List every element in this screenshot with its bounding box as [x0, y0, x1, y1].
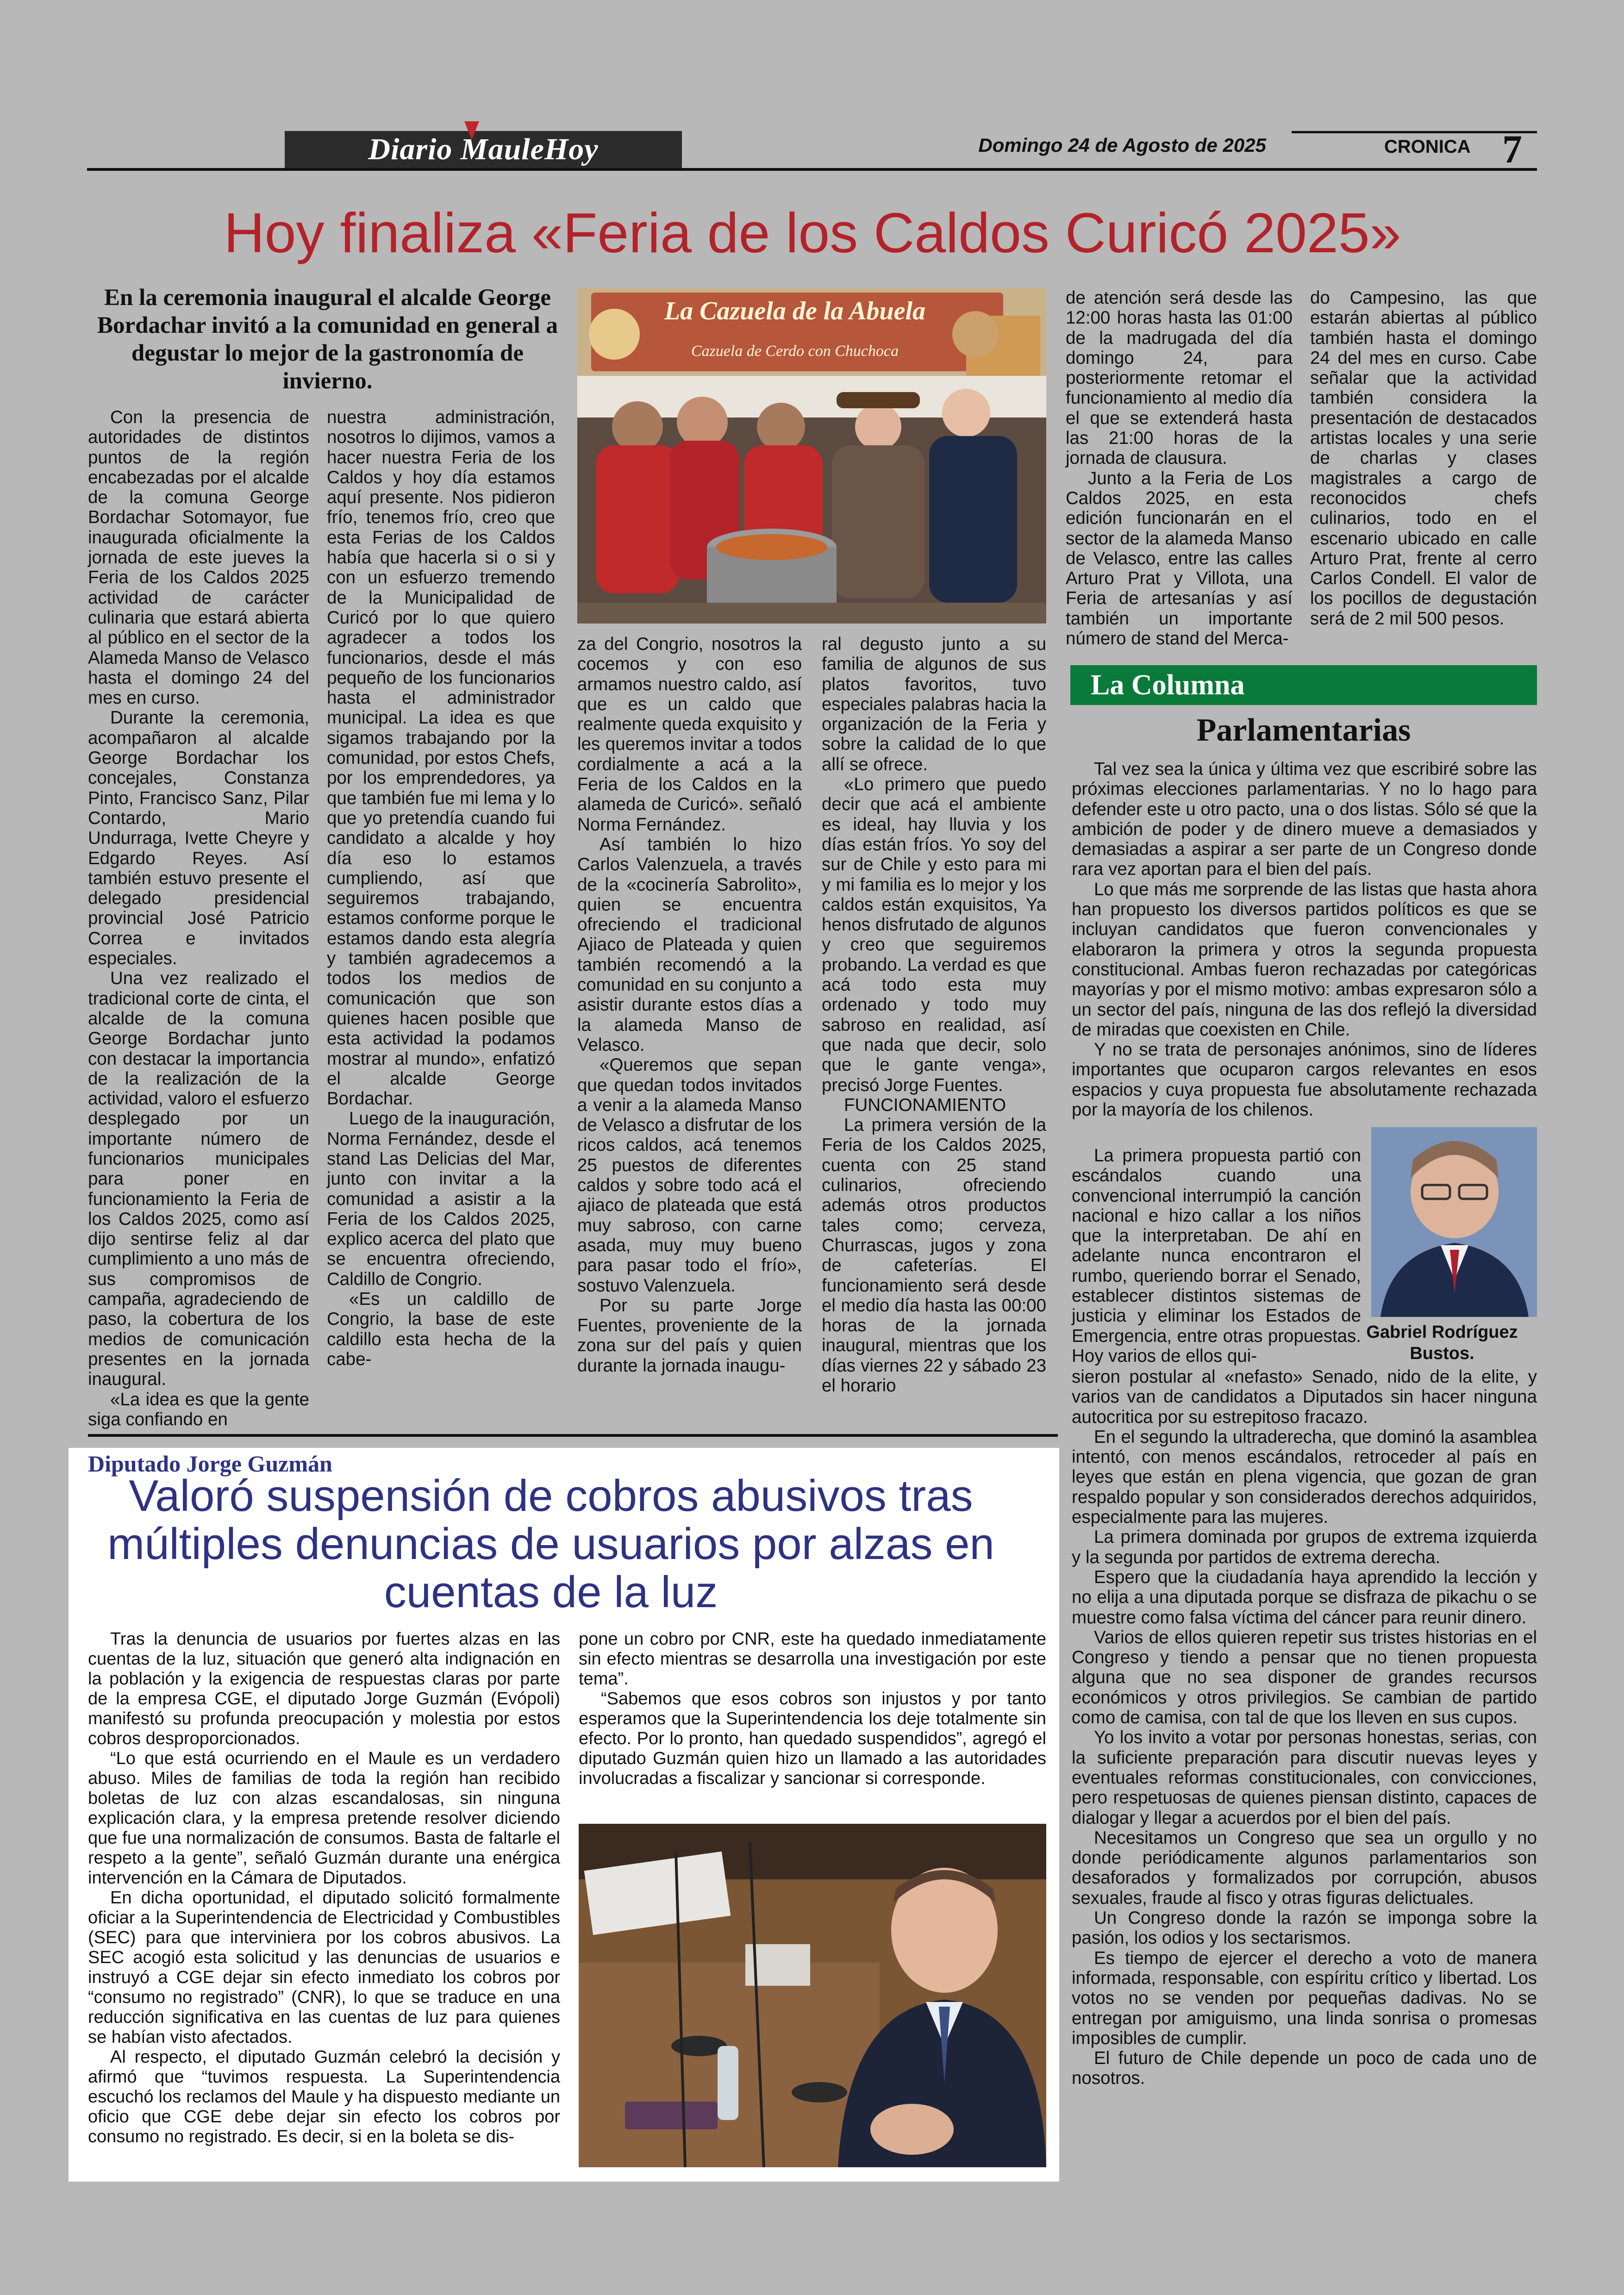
feria-column-6: [1310, 288, 1537, 629]
paragraph: sieron postular al «nefasto» Senado, nido de la elite, y varios van de candidatos a Diputados sin hacer ninguna autocritica por su estrepitoso fracazo.: [1072, 1367, 1537, 1427]
columna-body-top: [1072, 759, 1537, 1120]
paragraph: Necesitamos un Congreso que sea un orgullo y no donde periódicamente algunos parlamentarios son desaforados y formalizados por corrupción, abusos sexuales, fraude al fisco y otras figuras delictuales.: [1072, 1827, 1537, 1908]
feria-headline: Hoy finaliza «Feria de los Caldos Curicó 2025»: [224, 201, 1401, 264]
guzman-photo-illustration: [579, 1824, 1046, 2167]
paragraph: Una vez realizado el tradicional corte de cinta, el alcalde de la comuna George Bordachar junto con destacar la importancia de la realización de la actividad, valoro el esfuerzo desplegado por un importante número de funcionarios municipales para poner en funcionamiento la Feria de los Caldos 2025, como así dijo sentirse feliz al dar cumplimiento a uno más de sus compromisos de campaña, agradeciendo de paso, la cobertura de los medios de comunicación presentes en la jornada inaugural.: [88, 968, 309, 1390]
feria-column-1: [88, 407, 309, 1429]
section-heading: FUNCIONAMIENTO: [844, 1095, 1006, 1115]
paragraph: Un Congreso donde la razón se imponga sobre la pasión, los odios y los sectarismos.: [1072, 1908, 1537, 1948]
paragraph: Espero que la ciudadanía haya aprendido la lección y no elija a una diputada porque se disfraza de pikachu o se muestre como falsa víctima del cáncer para reunir dinero.: [1072, 1567, 1537, 1628]
paragraph: Por su parte Jorge Fuentes, proveniente de la zona sur del país y quien durante la jornada inaugu-: [577, 1295, 802, 1376]
feria-column-4: [822, 634, 1046, 1396]
paragraph: «Lo primero que puedo decir que acá el ambiente es ideal, hay lluvia y los días están fríos. Yo soy del sur de Chile y esto para mi y mi familia es lo mejor y los caldos están exquisitos, Ya henos disfrutado de algunos y creo que seguiremos probando. La verdad es que acá todo esta muy ordenado y todo muy sabroso en realidad, así que nada que decir, solo que le gante venga», precisó Jorge Fuentes.: [822, 774, 1046, 1095]
paragraph: “Sabemos que esos cobros son injustos y por tanto esperamos que la Superintendencia los deje totalmente sin efecto. Por lo pronto, han quedado suspendidos”, agregó el diputado Guzmán quien hizo un llamado a las autoridades involucradas a fiscalizar y sancionar si corresponde.: [579, 1689, 1046, 1788]
guzman-photo: [579, 1824, 1046, 2167]
paragraph: Luego de la inauguración, Norma Fernández, desde el stand Las Delicias del Mar, junto con invitar a la comunidad a asistir a la Feria de los Caldos 2025, explico acerca del plato que se encuentra ofreciendo, Caldillo de Congrio.: [327, 1109, 555, 1289]
paragraph: Con la presencia de autoridades de distintos puntos de la región encabezadas por el alcalde de la comuna George Bordachar Sotomayor, fue inaugurada oficialmente la jornada de este jueves la Feria de los Caldos 2025 actividad de carácter culinaria que estará abierta al público en el sector de la Alameda Manso de Velasco hasta el domingo 24 del mes en curso.: [88, 407, 309, 708]
header-rule: [87, 168, 1537, 171]
photo-sign-subtext: Cazuela de Cerdo con Chuchoca: [691, 343, 899, 360]
author-portrait: [1371, 1127, 1537, 1317]
paragraph: Yo los invito a votar por personas honestas, serias, con la suficiente preparación para discutir nuevas leyes y eventuales reformas constitucionales, con convicciones, pero respetuosas de quienes piensan distinto, capaces de dialogar y llegar a acuerdos por el bien del país.: [1072, 1727, 1537, 1828]
feria-column-5: [1066, 288, 1293, 649]
paragraph: «La idea es que la gente siga confiando en: [88, 1389, 309, 1429]
paragraph: ral degusto junto a su familia de algunos de sus platos favoritos, tuvo especiales palabras hacia la organización de la Feria y sobre la calidad de lo que allí se ofrece.: [822, 634, 1046, 774]
paragraph: En el segundo la ultraderecha, que dominó la asamblea intentó, con menos escándalos, retroceder al país en leyes que están en plena vigencia, que gozan de gran respaldo popular y son considerados derechos adquiridos, especialmente para las mujeres.: [1072, 1427, 1537, 1528]
columna-label: La Columna: [1091, 669, 1245, 701]
feria-column-3: [577, 634, 802, 1376]
paragraph: El futuro de Chile depende un poco de cada uno de nosotros.: [1072, 2048, 1537, 2089]
paragraph: En dicha oportunidad, el diputado solicitó formalmente oficiar a la Superintendencia de Electricidad y Combustibles (SEC) para que interviniera por los cobros abusivos. La SEC acogió esta solicitud y las denuncias de usuarios e instruyó a CGE dejar sin efecto inmediato los cobros por “consumo no registrado” (CNR), lo que se traduce en una reducción significativa en las cuentas de luz para quienes se habían visto afectados.: [88, 1888, 560, 2047]
guzman-column-1: [88, 1629, 560, 2147]
header-rule-top: [1292, 131, 1537, 133]
paragraph: Durante la ceremonia, acompañaron al alcalde George Bordachar los concejales, Constanza Pinto, Francisco Sanz, Pilar Contardo, Mario Undurraga, Ivette Cheyre y Edgardo Reyes. Así también estuvo presente el delegado presidencial provincial José Patricio Correa e invitados especiales.: [88, 708, 309, 969]
paragraph: Tal vez sea la única y última vez que escribiré sobre las próximas elecciones parlamentarias. Y no lo hago para defender este u otro pacto, una o dos listas. Sólo sé que la ambición de poder y de dinero mueve a demasiados y demasiadas a aspirar a ser parte de un Congreso donde rara vez aportan para el bien del país.: [1072, 759, 1537, 879]
paragraph: Al respecto, el diputado Guzmán celebró la decisión y afirmó que “tuvimos respuesta. La Superintendencia escuchó los reclamos del Maule y ha dispuesto mediante un oficio que CGE debe dejar sin efecto los cobros por consumo no registrado. Es decir, si en la boleta se dis-: [88, 2047, 560, 2146]
paragraph: La primera dominada por grupos de extrema izquierda y la segunda por partidos de extrema derecha.: [1072, 1527, 1537, 1567]
columna-body-wrap: [1072, 1146, 1361, 1366]
paragraph: Así también lo hizo Carlos Valenzuela, a través de la «cocinería Sabrolito», quien se encuentra ofreciendo el tradicional Ajiaco de Plateada y quien también recomendó a la comunidad en su conjunto a asistir durante estos días a la alameda Manso de Velasco.: [577, 834, 802, 1055]
paragraph: Tras la denuncia de usuarios por fuertes alzas en las cuentas de la luz, situación que generó alta indignación en la población y la exigencia de respuestas claras por parte de la empresa CGE, el diputado Jorge Guzmán (Evópoli) manifestó su profunda preocupación y molestia por estos cobros desproporcionados.: [88, 1629, 560, 1748]
section-divider: [88, 1434, 1058, 1437]
guzman-kicker: Diputado Jorge Guzmán: [88, 1451, 332, 1477]
feria-photo: [577, 288, 1046, 624]
paragraph: La primera propuesta partió con escándalos cuando una convencional interrumpió la canción nacional e hizo callar a los niños que la interpretaban. De ahí en adelante nunca encontraron el rumbo, queriendo borrar el Senado, establecer distintos sistemas de justicia y eliminar los Estados de Emergencia, entre otras propuestas. Hoy varios de ellos qui-: [1072, 1146, 1361, 1366]
columna-title: Parlamentarias: [1196, 712, 1411, 748]
paragraph: pone un cobro por CNR, este ha quedado inmediatamente sin efecto mientras se desarrolla una investigación por este tema”.: [579, 1629, 1046, 1689]
paragraph: za del Congrio, nosotros la cocemos y con eso armamos nuestro caldo, así que es un caldo que realmente queda exquisito y les queremos invitar a todos cordialmente a acá a la Feria de los Caldos en la alameda de Curicó». señaló Norma Fernández.: [577, 634, 802, 835]
columna-body-bottom: [1072, 1367, 1537, 2089]
paragraph: Varios de ellos quieren repetir sus tristes historias en el Congreso y tiendo a pensar que no tienen propuesta alguna que no sea disponer de grandes recursos económicos y otros privilegios. Se cambian de partido como de camisa, con tal de que los lleven en sus cupos.: [1072, 1627, 1537, 1728]
paragraph: Lo que más me sorprende de las listas que hasta ahora han propuesto los diversos partidos políticos es que se incluyan candidatos que fueron convencionales y elaboraron la primera y otros la segunda propuesta constitucional. Ambas fueron rechazadas por categóricas mayorías y por el mismo motivo: ambas expresaron sólo a un sector del país, ninguna de las dos reflejó la diversidad de miradas que coexisten en Chile.: [1072, 879, 1537, 1040]
paragraph: «Queremos que sepan que quedan todos invitados a venir a la alameda Manso de Velasco a disfrutar de los ricos caldos, acá tenemos 25 puestos de diferentes caldos y sobre todo acá el ajiaco de plateada que está muy sabroso, con carne asada, muy muy bueno para pasar todo el frío», sostuvo Valenzuela.: [577, 1055, 802, 1296]
page-number: 7: [1502, 127, 1522, 171]
masthead-accent-mark: [464, 121, 479, 140]
paragraph: nuestra administración, nosotros lo dijimos, vamos a hacer nuestra Feria de los Caldos y hoy día estamos aquí presente. Nos pidieron frío, tenemos frío, creo que esta Ferias de los Caldos había que hacerla si o si y con un esfuerzo tremendo de la Municipalidad de Curicó por lo que quiero agradecer a todos los funcionarios, desde el más pequeño de los funcionarios hasta el administrador municipal. La idea es que sigamos trabajando por la comunidad, por estos Chefs, por los emprendedores, ya que también fue mi lema y lo que yo pretendía cuando fui candidato a alcalde y hoy día eso lo estamos cumpliendo, así que seguiremos trabajando, estamos conforme porque le estamos dando esta alegría y también agradecemos a todos los medios de comunicación que son quienes hacen posible que esta actividad la podamos mostrar al mundo», enfatizó el alcalde George Bordachar.: [327, 407, 555, 1109]
paragraph: Y no se trata de personajes anónimos, sino de líderes importantes que ocuparon cargos relevantes en esos espacios y cuya propuesta fue absolutamente rechazada por la mayoría de los chilenos.: [1072, 1040, 1537, 1120]
feria-photo-illustration: [577, 288, 1046, 624]
masthead-logo: Diario MauleHoy: [368, 132, 599, 166]
paragraph: Es tiempo de ejercer el derecho a voto de manera informada, responsable, con espíritu crítico y libertad. Los votos no se venden por pequeñas dadivas. No se entregan por amiguismo, una linda sonrisa o promesas imposibles de cumplir.: [1072, 1948, 1537, 2048]
paragraph: do Campesino, las que estarán abiertas al público también hasta el domingo 24 del mes en curso. Cabe señalar que la actividad también considera la presentación de destacados artistas locales y una serie de charlas y clases magistrales a cargo de reconocidos chefs culinarios, todo en el escenario ubicado en calle Arturo Prat, frente al cerro Carlos Condell. El valor de los pocillos de degustación será de 2 mil 500 pesos.: [1310, 288, 1537, 629]
guzman-column-2: [579, 1629, 1046, 1789]
feria-column-2: [327, 407, 555, 1369]
author-caption: Gabriel Rodríguez Bustos.: [1366, 1322, 1518, 1363]
author-photo: [1371, 1127, 1537, 1317]
paragraph: Junto a la Feria de Los Caldos 2025, en esta edición funcionarán en el sector de la alameda Manso de Velasco, entre las calles Arturo Prat y Villota, una Feria de artesanías y así también un importante número de stand del Merca-: [1066, 468, 1293, 649]
issue-date: Domingo 24 de Agosto de 2025: [978, 134, 1266, 156]
paragraph: “Lo que está ocurriendo en el Maule es un verdadero abuso. Miles de familias de toda la región han recibido boletas de luz con alzas escandalosas, sin ninguna explicación clara, y la empresa pretende resolver diciendo que fue una normalización de consumos. Basta de faltarle el respeto a la gente”, señaló Guzmán durante una enérgica intervención en la Cámara de Diputados.: [88, 1749, 560, 1888]
paragraph: «Es un caldillo de Congrio, la base de este caldillo esta hecha de la cabe-: [327, 1289, 555, 1369]
section-name: CRONICA: [1384, 137, 1471, 157]
feria-subheadline: En la ceremonia inaugural el alcalde George Bordachar invitó a la comunidad en general a degustar lo mejor de la gastronomía de invierno.: [97, 285, 558, 394]
paragraph: La primera versión de la Feria de los Caldos 2025, cuenta con 25 stand culinarios, ofreciendo además otros productos tales como; cerveza, Churrascas, jugos y zona de cafeterías. El funcionamiento será desde el medio día hasta las 00:00 horas de la jornada inaugural, mientras que los días viernes 22 y sábado 23 el horario: [822, 1115, 1046, 1396]
photo-sign-text: La Cazuela de la Abuela: [664, 297, 926, 325]
guzman-headline: Valoró suspensión de cobros abusivos tras múltiples denuncias de usuarios por alzas en cuentas de la luz: [107, 1471, 994, 1617]
paragraph: de atención será desde las 12:00 horas hasta las 01:00 de la madrugada del día domingo 24, para posteriormente retomar el funcionamiento al medio día el que se extenderá hasta las 21:00 horas de la jornada de clausura.: [1066, 288, 1293, 468]
